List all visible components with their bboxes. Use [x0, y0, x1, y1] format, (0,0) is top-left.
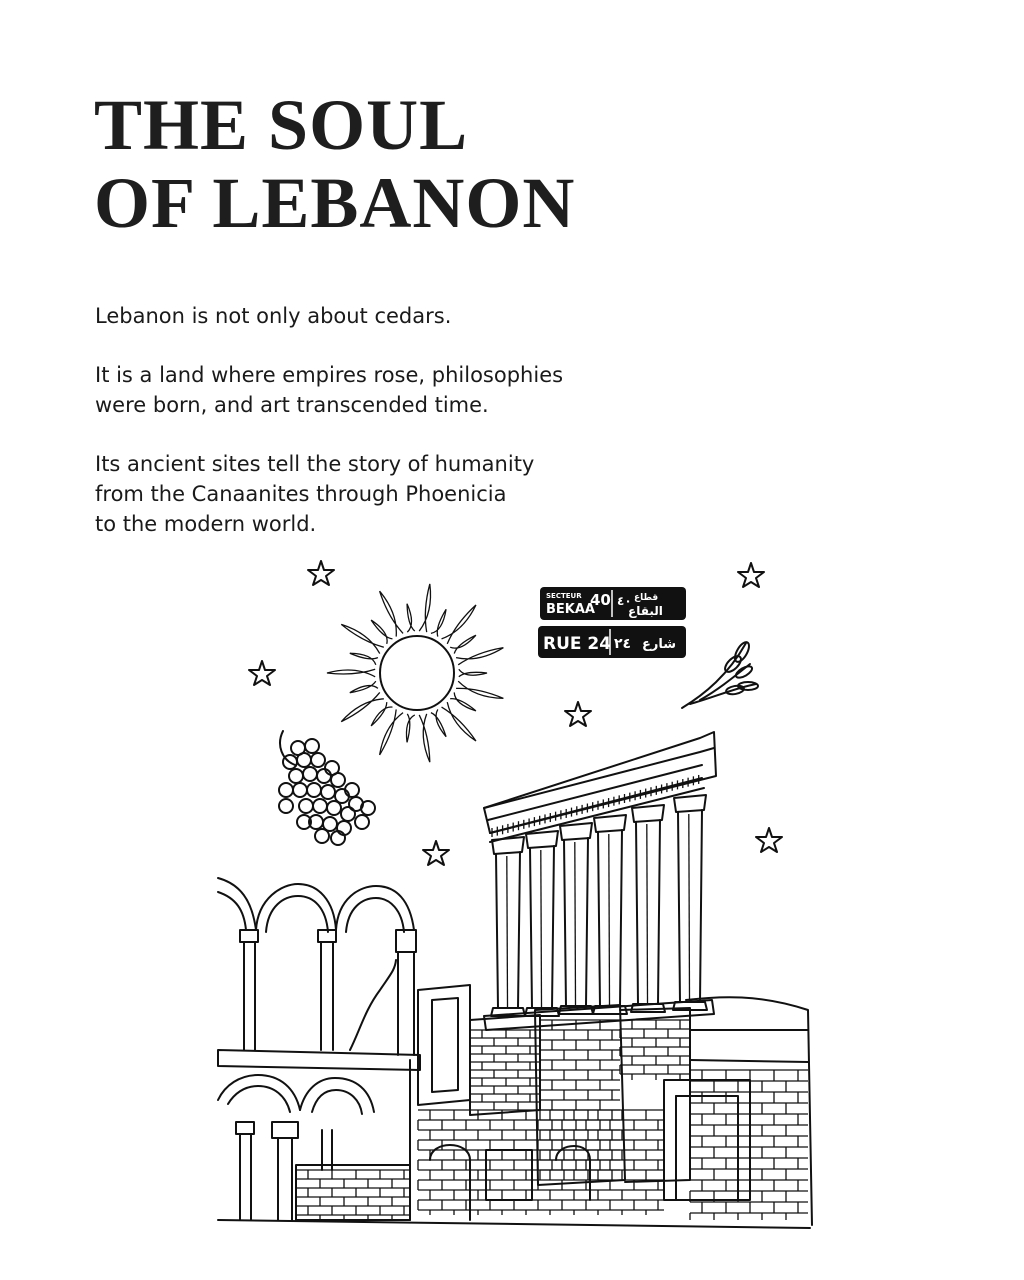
temple-columns — [484, 795, 714, 1030]
paragraph-3-line-3: to the modern world. — [95, 512, 317, 536]
sector-small-label: SECTEUR — [546, 592, 582, 600]
sector-number: 40 — [590, 591, 611, 609]
street-arabic: شارع — [642, 637, 677, 652]
title-line-2: OF LEBANON — [94, 163, 576, 243]
star-icon-4 — [565, 702, 591, 726]
star-icon-1 — [308, 561, 334, 585]
street-arabic-number: ٢٤ — [614, 636, 632, 652]
star-icon-6 — [756, 828, 782, 852]
sector-label: BEKAA — [546, 602, 595, 617]
brick-texture — [296, 1020, 808, 1220]
star-icon-3 — [249, 661, 275, 685]
grapes-icon — [279, 731, 375, 845]
title-line-1: THE SOUL — [94, 85, 469, 165]
sun-icon — [327, 584, 503, 762]
paragraph-2-line-1: It is a land where empires rose, philosophies — [95, 363, 564, 387]
street-sign — [538, 626, 686, 658]
paragraph-3-line-1: Its ancient sites tell the story of humanity — [95, 452, 535, 476]
paragraph-2-line-2: were born, and art transcended time. — [95, 393, 489, 417]
sector-arabic-top: قطاع — [634, 593, 659, 603]
sector-arabic-number: ٤٠ — [617, 594, 632, 608]
street-label: RUE 24 — [543, 634, 612, 654]
temple-of-jupiter — [484, 732, 716, 842]
paragraph-3-line-2: from the Canaanites through Phoenicia — [95, 482, 507, 506]
paragraph-1-line-1: Lebanon is not only about cedars. — [95, 304, 452, 328]
star-icon-2 — [738, 563, 764, 587]
upper-arcade — [218, 878, 420, 1070]
sector-arabic: البقاع — [628, 604, 663, 618]
masonry-walls — [296, 985, 812, 1225]
star-icon-5 — [423, 841, 449, 865]
sector-sign — [540, 587, 686, 620]
wheat-icon — [682, 640, 758, 708]
